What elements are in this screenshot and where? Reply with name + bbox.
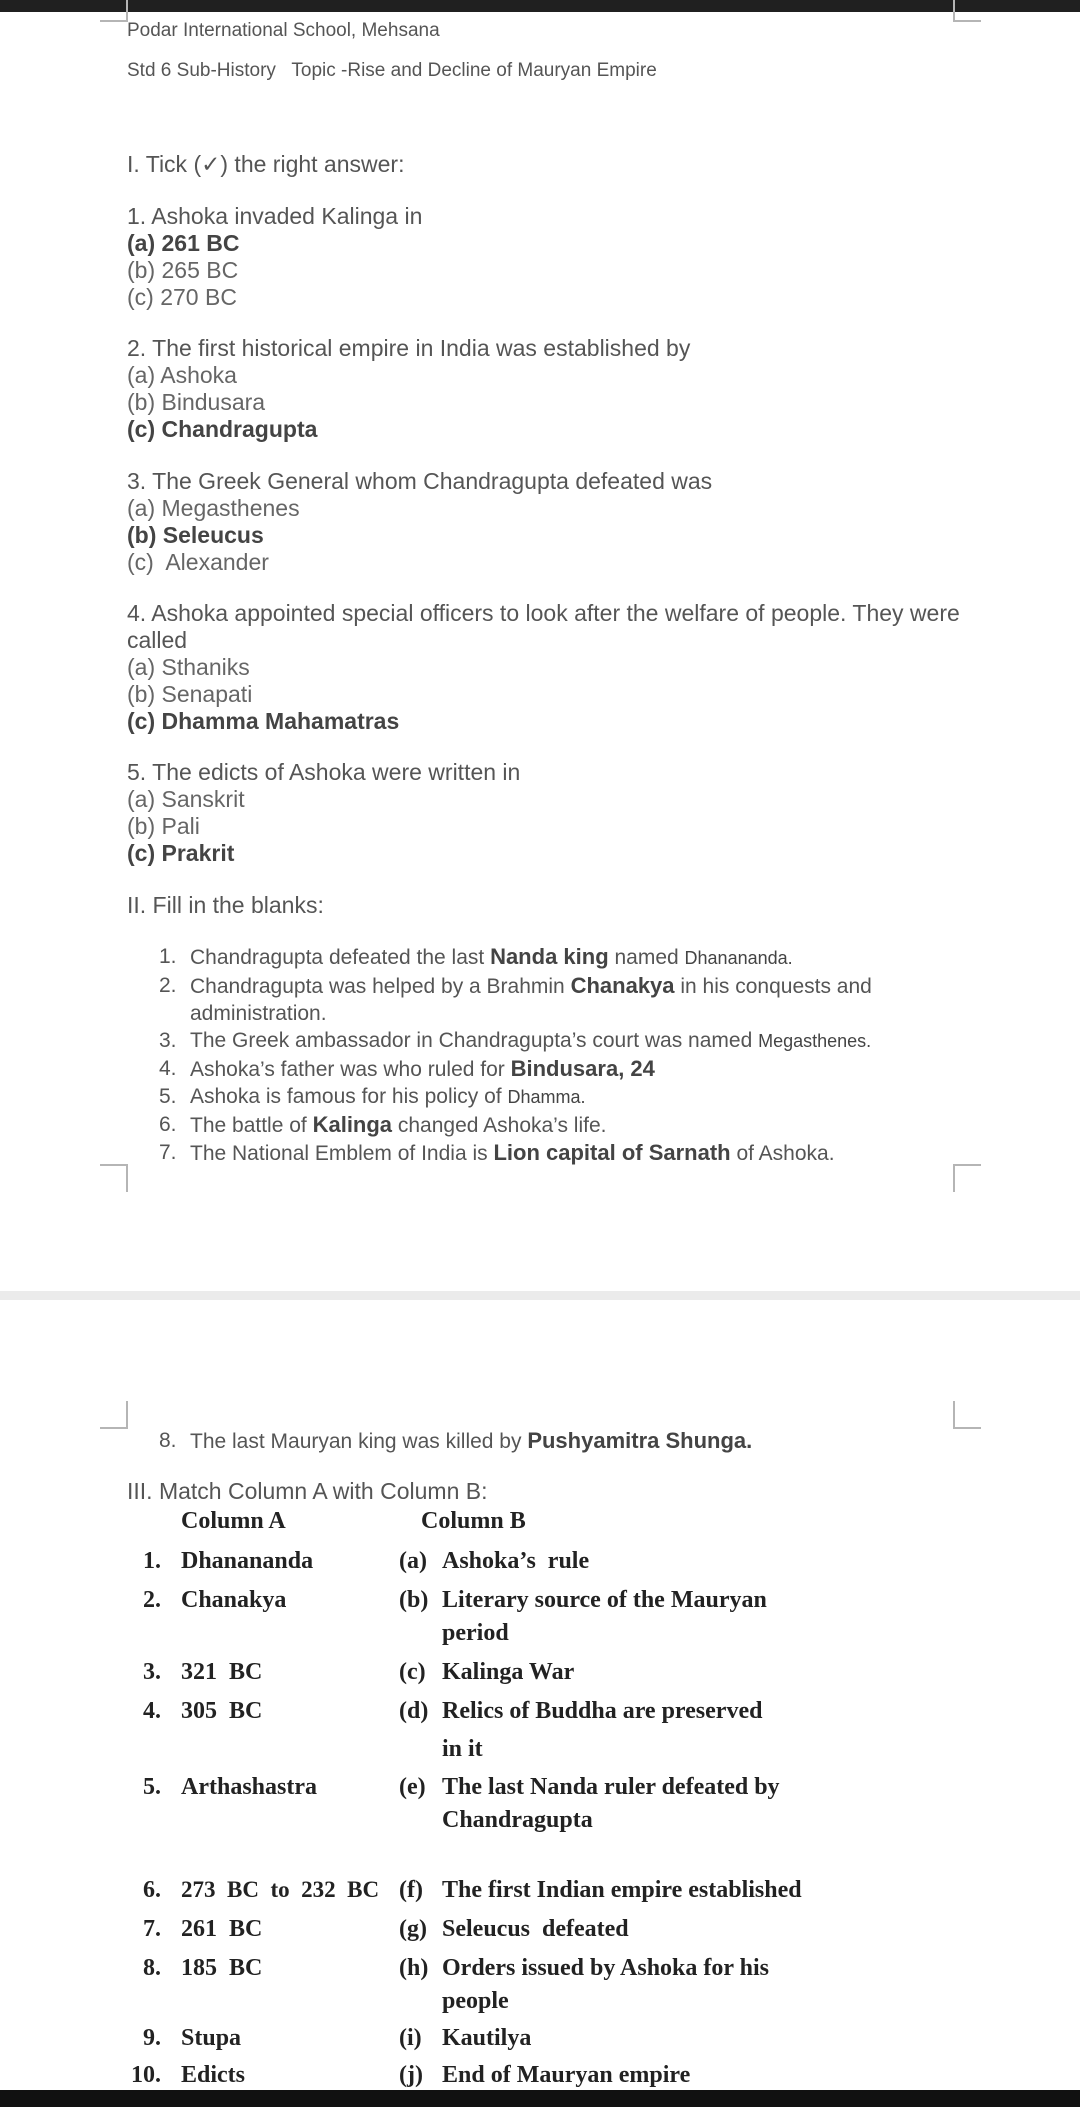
question-1 bbox=[127, 203, 980, 311]
match-b-letter: (a) bbox=[399, 1548, 427, 1574]
match-b-text: Relics of Buddha are preserved bbox=[442, 1698, 763, 1724]
option: (a) Megasthenes bbox=[127, 495, 300, 521]
top-bar bbox=[0, 0, 1080, 12]
crop-mark-top-left bbox=[100, 0, 128, 22]
match-b-text: Orders issued by Ashoka for his bbox=[442, 1955, 769, 1981]
match-b-text: Chandragupta bbox=[442, 1807, 593, 1833]
match-b-text: The last Nanda ruler defeated by bbox=[442, 1774, 780, 1800]
match-a-text: Stupa bbox=[181, 2025, 242, 2051]
question-5 bbox=[127, 759, 980, 867]
match-a-text: Dhanananda bbox=[181, 1548, 314, 1574]
match-b-letter: (h) bbox=[399, 1955, 429, 1981]
option: (b) Pali bbox=[127, 813, 200, 839]
match-b-text: Kautilya bbox=[442, 2025, 532, 2051]
match-a-text: Arthashastra bbox=[181, 1774, 317, 1800]
match-b-text: Kalinga War bbox=[442, 1659, 575, 1685]
crop-mark-top-right bbox=[953, 0, 981, 22]
bottom-bar bbox=[0, 2090, 1080, 2107]
section-2-title: II. Fill in the blanks: bbox=[127, 892, 324, 918]
list-item: 6. The battle of Kalinga changed Ashoka’s life. bbox=[159, 1112, 607, 1137]
question-text: 1. Ashoka invaded Kalinga in bbox=[127, 203, 423, 229]
option: (b) 265 BC bbox=[127, 257, 239, 283]
match-b-text: in it bbox=[442, 1736, 483, 1762]
option: (a) Ashoka bbox=[127, 362, 237, 388]
list-item: 2. Chandragupta was helped by a Brahmin Chanakya in his conquests and administration. bbox=[159, 973, 872, 1025]
question-text: 4. Ashoka appointed special officers to look after the welfare of people. They were called bbox=[127, 600, 960, 653]
list-item: 7. The National Emblem of India is Lion capital of Sarnath of Ashoka. bbox=[159, 1140, 835, 1165]
option: (c) Prakrit bbox=[127, 840, 235, 866]
match-b-letter: (f) bbox=[399, 1877, 423, 1903]
match-a-number: 1. bbox=[143, 1548, 161, 1574]
match-a-text: 261 BC bbox=[181, 1916, 263, 1942]
crop-mark-bottom-left bbox=[100, 1164, 128, 1192]
match-b-letter: (d) bbox=[399, 1698, 429, 1724]
crop-mark-bottom-right bbox=[953, 1164, 981, 1192]
subject-line: Std 6 Sub-History Topic -Rise and Decline of Mauryan Empire bbox=[127, 60, 657, 81]
section-3-title: III. Match Column A with Column B: bbox=[127, 1478, 488, 1504]
match-b-letter: (g) bbox=[399, 1916, 427, 1942]
match-b-letter: (i) bbox=[399, 2025, 422, 2051]
question-3 bbox=[127, 468, 980, 576]
match-b-text: Ashoka’s rule bbox=[442, 1548, 590, 1574]
match-a-text: Chanakya bbox=[181, 1587, 287, 1613]
match-a-text: 273 BC to 232 BC bbox=[181, 1877, 380, 1902]
question-text: 3. The Greek General whom Chandragupta defeated was bbox=[127, 468, 713, 494]
match-a-number: 8. bbox=[143, 1955, 161, 1981]
crop-mark-top-right bbox=[953, 1401, 981, 1429]
fill-list-continued bbox=[127, 1427, 980, 1455]
match-a-number: 9. bbox=[143, 2025, 161, 2051]
page-gap bbox=[0, 1291, 1080, 1300]
option: (b) Seleucus bbox=[127, 522, 264, 548]
option: (b) Bindusara bbox=[127, 389, 266, 415]
match-a-text: Edicts bbox=[181, 2062, 246, 2088]
match-b-letter: (j) bbox=[399, 2062, 423, 2088]
match-b-letter: (b) bbox=[399, 1587, 429, 1613]
option: (b) Senapati bbox=[127, 681, 253, 707]
list-item: 4. Ashoka’s father was who ruled for Bindusara, 24 bbox=[159, 1056, 655, 1081]
match-b-text: people bbox=[442, 1988, 509, 2014]
option: (a) Sthaniks bbox=[127, 654, 250, 680]
match-a-text: 185 BC bbox=[181, 1955, 263, 1981]
match-a-number: 7. bbox=[143, 1916, 161, 1942]
list-item: 5. Ashoka is famous for his policy of Dhamma. bbox=[159, 1085, 586, 1108]
section-1-title: I. Tick (✓) the right answer: bbox=[127, 151, 405, 177]
match-b-text: Literary source of the Mauryan bbox=[442, 1587, 767, 1613]
column-a-header: Column A bbox=[181, 1508, 286, 1534]
option: (c) 270 BC bbox=[127, 284, 237, 310]
match-a-number: 6. bbox=[143, 1877, 161, 1903]
list-item: 3. The Greek ambassador in Chandragupta’s court was named Megasthenes. bbox=[159, 1029, 872, 1052]
match-a-number: 4. bbox=[143, 1698, 161, 1724]
match-a-text: 321 BC bbox=[181, 1659, 263, 1685]
match-b-letter: (c) bbox=[399, 1659, 426, 1685]
crop-mark-top-left bbox=[100, 1401, 128, 1429]
question-text: 5. The edicts of Ashoka were written in bbox=[127, 759, 521, 785]
match-b-letter: (e) bbox=[399, 1774, 426, 1800]
question-2 bbox=[127, 335, 980, 443]
option: (c) Chandragupta bbox=[127, 416, 318, 442]
match-a-number: 5. bbox=[143, 1774, 161, 1800]
list-item: 8. The last Mauryan king was killed by Pushyamitra Shunga. bbox=[159, 1428, 753, 1453]
question-4 bbox=[127, 600, 980, 735]
option: (c) Dhamma Mahamatras bbox=[127, 708, 400, 734]
match-b-text: The first Indian empire established bbox=[442, 1877, 802, 1903]
list-item: 1. Chandragupta defeated the last Nanda king named Dhanananda. bbox=[159, 944, 793, 969]
column-b-header: Column B bbox=[421, 1508, 526, 1534]
match-a-text: 305 BC bbox=[181, 1698, 263, 1724]
match-b-text: period bbox=[442, 1620, 509, 1646]
match-a-number: 2. bbox=[143, 1587, 161, 1613]
fill-list bbox=[127, 943, 980, 1167]
match-b-text: Seleucus defeated bbox=[442, 1916, 629, 1942]
option: (a) 261 BC bbox=[127, 230, 240, 256]
option: (c) Alexander bbox=[127, 549, 269, 575]
school-name: Podar International School, Mehsana bbox=[127, 20, 440, 41]
match-a-number: 10. bbox=[131, 2062, 161, 2088]
option: (a) Sanskrit bbox=[127, 786, 245, 812]
question-text: 2. The first historical empire in India was established by bbox=[127, 335, 691, 361]
match-b-text: End of Mauryan empire bbox=[442, 2062, 691, 2088]
match-a-number: 3. bbox=[143, 1659, 161, 1685]
